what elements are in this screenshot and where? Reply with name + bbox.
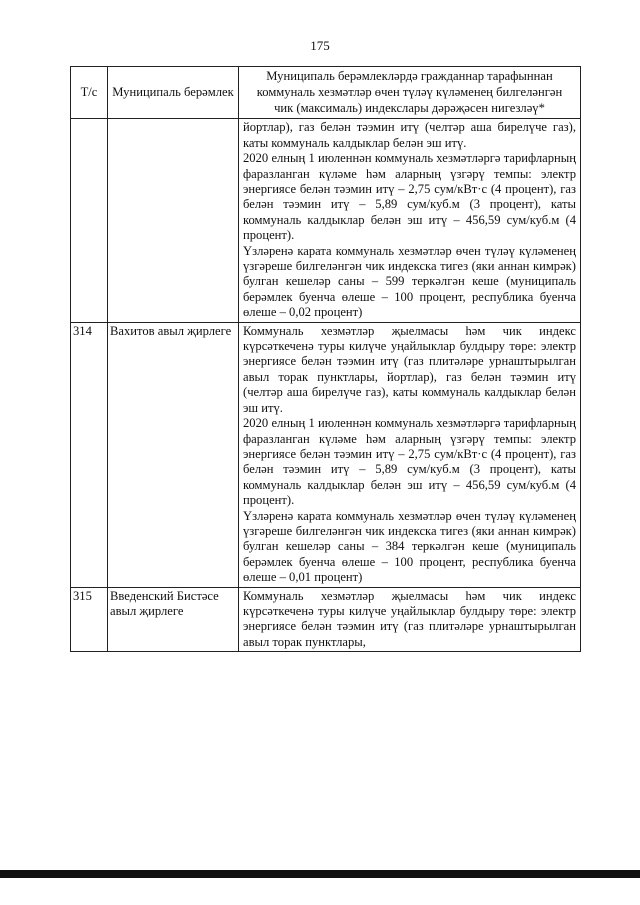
- table-header-row: [71, 67, 581, 119]
- table-row: [71, 119, 581, 322]
- table-row: [71, 587, 581, 652]
- description-paragraph: йортлар), газ белән тәэмин итү (челтәр аша бирелүче газ), каты коммуналь калдыклар белән эш итү.: [243, 120, 576, 150]
- row-municipality: [108, 119, 239, 322]
- description-paragraph: Үзләренә карата коммуналь хезмәтләр өчен түләү күләменең үзгәреше билгеләнгән чик индекска тигез (яки аннан кимрәк) булган кешеләр саны – 384 теркәлгән кеше (муниципаль берәмлек буенча өлеше – 100 процент, республика буенча өлеше – 0,01 процент): [243, 508, 576, 585]
- scan-edge-bar: [0, 870, 640, 878]
- header-description: Муниципаль берәмлекләрдә гражданнар тарафыннан коммуналь хезмәтләр өчен түләү күләменең билгеләнгән чик (максималь) индекслары дәрәҗәсен нигезләү*: [239, 67, 581, 119]
- description-paragraph: Коммуналь хезмәтләр җыелмасы һәм чик индекс күрсәткеченә туры килүче уңайлыклар булдыру төре: электр энергиясе белән тәэмин итү (газ плитәләре урнаштырылган авыл торак пунктлары, йортлар), газ белән тәэмин итү (челтәр аша бирелүче газ), каты коммуналь калдыклар белән эш итү.: [243, 323, 576, 415]
- row-description: [239, 119, 581, 322]
- header-municipality: Муниципаль берәмлек: [108, 67, 239, 119]
- description-paragraph: 2020 елның 1 июленнән коммуналь хезмәтләргә тарифларның фаразланган күләме һәм аларның үзгәрү темпы: электр энергиясе белән тәэмин итү – 2,75 сум/кВт·с (4 процент), газ белән тәэмин итү – 5,89 сум/куб.м (3 процент), каты коммуналь калдыклар белән эш итү – 456,59 сум/куб.м (4 процент).: [243, 416, 576, 508]
- row-number: 315: [71, 587, 108, 652]
- page-number: 175: [310, 38, 330, 53]
- row-municipality: Вахитов авыл җирлеге: [108, 322, 239, 587]
- row-description: [239, 587, 581, 652]
- row-number: [71, 119, 108, 322]
- header-number: Т/с: [71, 67, 108, 119]
- description-paragraph: Үзләренә карата коммуналь хезмәтләр өчен түләү күләменең үзгәреше билгеләнгән чик индекска тигез (яки аннан кимрәк) булган кешеләр саны – 599 теркәлгән кеше (муниципаль берәмлек буенча өлеше – 100 процент, республика буенча өлеше – 0,02 процент): [243, 243, 576, 320]
- row-number: 314: [71, 322, 108, 587]
- row-description: [239, 322, 581, 587]
- description-paragraph: 2020 елның 1 июленнән коммуналь хезмәтләргә тарифларның фаразланган күләме һәм аларның үзгәрү темпы: электр энергиясе белән тәэмин итү – 2,75 сум/кВт·с (4 процент), газ белән тәэмин итү – 5,89 сум/куб.м (3 процент), каты коммуналь калдыклар белән эш итү – 456,59 сум/куб.м (4 процент).: [243, 151, 576, 243]
- tariff-index-table: [70, 66, 581, 652]
- description-paragraph: Коммуналь хезмәтләр җыелмасы һәм чик индекс күрсәткеченә туры килүче уңайлыклар булдыру төре: электр энергиясе белән тәэмин итү (газ плитәләре урнаштырылган авыл торак пунктлары,: [243, 588, 576, 649]
- row-municipality: Введенский Бистәсе авыл җирлеге: [108, 587, 239, 652]
- table-row: [71, 322, 581, 587]
